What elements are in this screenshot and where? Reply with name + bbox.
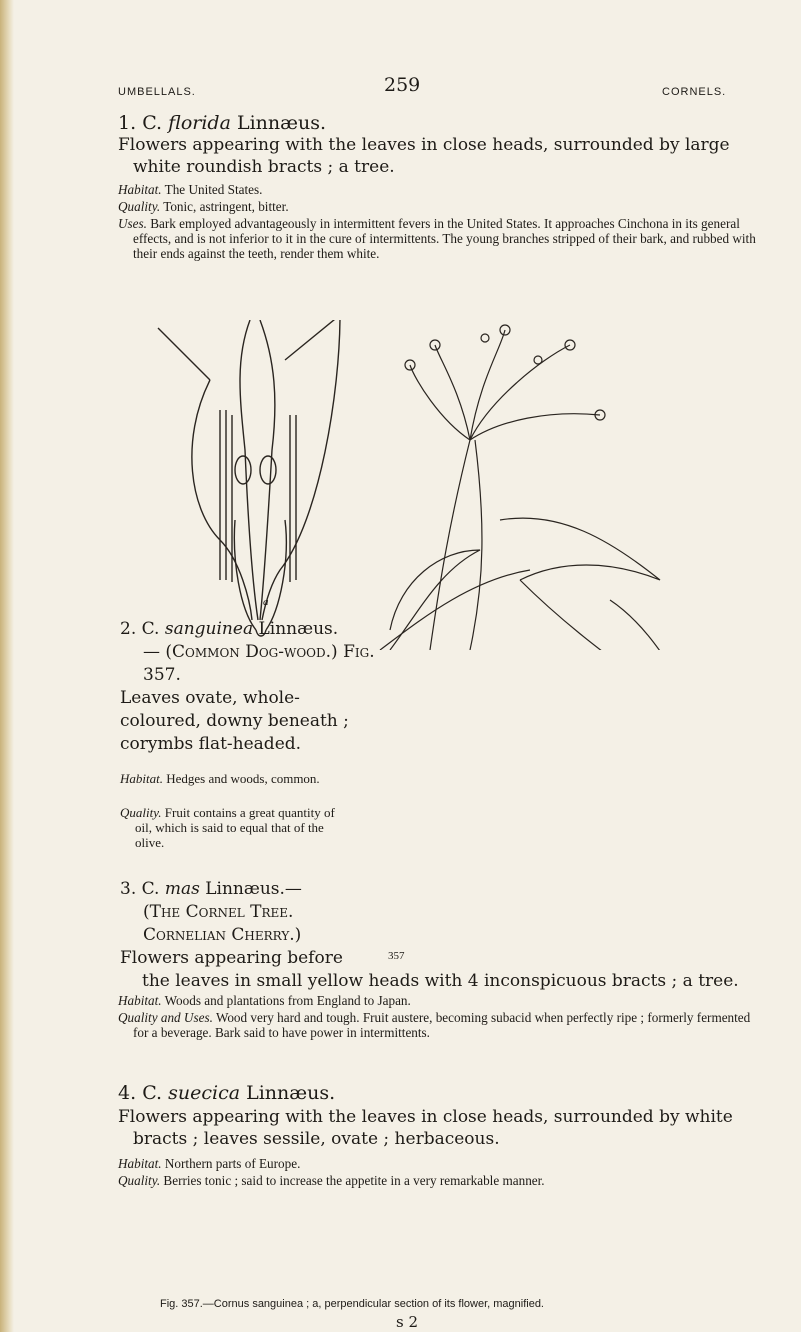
running-header-left: UMBELLALS. [118,86,196,98]
entry-4-quality [118,1173,768,1188]
entry-2-description: Leaves ovate, whole-coloured, downy beneath ; corymbs flat-headed. [120,688,349,754]
habitat-label: Habitat. [118,993,162,1008]
uses-text: Wood very hard and tough. Fruit austere, becoming subacid when perfectly ripe ; formerly fermented for a beverage. Bark said to have power in intermittents. [133,1010,751,1040]
uses-text: Bark employed advantageously in intermittent fevers in the United States. It approaches Cinchona in its general effects, and is not inferior to it in the cure of intermittents. The young branches stripped of their bark, and rubbed with their ends against the teeth, render them white. [133,216,756,261]
quality-label: Quality. [120,805,162,820]
habitat-text: Hedges and woods, common. [166,771,320,786]
entry-3-uses [118,1010,763,1040]
flower-section-drawing [158,320,340,636]
entry-3-number: 3. [120,879,137,899]
entry-4-description: Flowers appearing with the leaves in close heads, surrounded by white bracts ; leaves sessile, ovate ; herbaceous. [118,1107,733,1149]
quality-label: Quality. [118,199,161,214]
habitat-label: Habitat. [118,1156,162,1171]
dogwood-corymb-drawing [380,325,680,650]
signature-mark: s 2 [396,1313,419,1331]
entry-3-title [120,878,390,901]
uses-label: Uses. [118,216,147,231]
entry-1-uses [118,216,761,261]
page-number: 259 [384,74,421,96]
entry-1-habitat [118,182,743,197]
entry-1-authority: Linnæus. [236,112,327,134]
entry-2-quality [120,805,335,850]
entry-3-common-name: (The Cornel Tree. Cornelian Cherry.) [143,902,302,945]
entry-3-authority: Linnæus.— [205,879,302,899]
running-header-right: CORNELS. [662,86,727,98]
entry-1-title [118,112,326,134]
figure-357-illustration [140,320,700,650]
figure-number-label: 357 [388,950,405,962]
entry-1-genus: C. [142,112,163,134]
entry-2-common-name: — (Common Dog-wood.) Fig. 357. [143,642,375,685]
quality-text: Berries tonic ; said to increase the appetite in a very remarkable manner. [163,1173,545,1188]
entry-2-authority: Linnæus. [258,619,339,639]
habitat-text: Woods and plantations from England to Japan. [164,993,411,1008]
entry-4-title [118,1082,335,1104]
figure-label-a: a [263,596,269,608]
entry-3-genus: C. [141,879,160,899]
entry-2-genus: C. [141,619,160,639]
entry-3-description-end: the leaves in small yellow heads with 4 inconspicuous bracts ; a tree. [142,971,739,991]
entry-4-species: suecica [168,1082,241,1104]
page-edge [0,0,14,1332]
quality-text: Tonic, astringent, bitter. [163,199,289,214]
habitat-text: The United States. [164,182,263,197]
entry-1-species: florida [168,112,231,134]
habitat-label: Habitat. [118,182,162,197]
entry-4-habitat [118,1156,748,1171]
figure-caption: Fig. 357.—Cornus sanguinea ; a, perpendicular section of its flower, magnified. [160,1298,544,1310]
habitat-label: Habitat. [120,771,163,786]
entry-2-number: 2. [120,619,137,639]
entry-4-authority: Linnæus. [246,1082,336,1104]
entry-1-number: 1. [118,112,137,134]
entry-2-habitat [120,771,355,786]
entry-2-species: sanguinea [164,619,254,639]
habitat-text: Northern parts of Europe. [164,1156,301,1171]
uses-label: Quality and Uses. [118,1010,213,1025]
entry-3-species: mas [164,879,200,899]
entry-3-description-start: Flowers appearing before [120,948,343,968]
entry-4-genus: C. [142,1082,163,1104]
quality-text: Fruit contains a great quantity of oil, which is said to equal that of the olive. [135,805,335,850]
entry-1-quality [118,199,743,214]
entry-3-habitat [118,993,748,1008]
quality-label: Quality. [118,1173,161,1188]
entry-1-description: Flowers appearing with the leaves in close heads, surrounded by large white roundish bracts ; a tree. [118,135,730,177]
entry-2-title [120,618,390,641]
entry-4-number: 4. [118,1082,137,1104]
